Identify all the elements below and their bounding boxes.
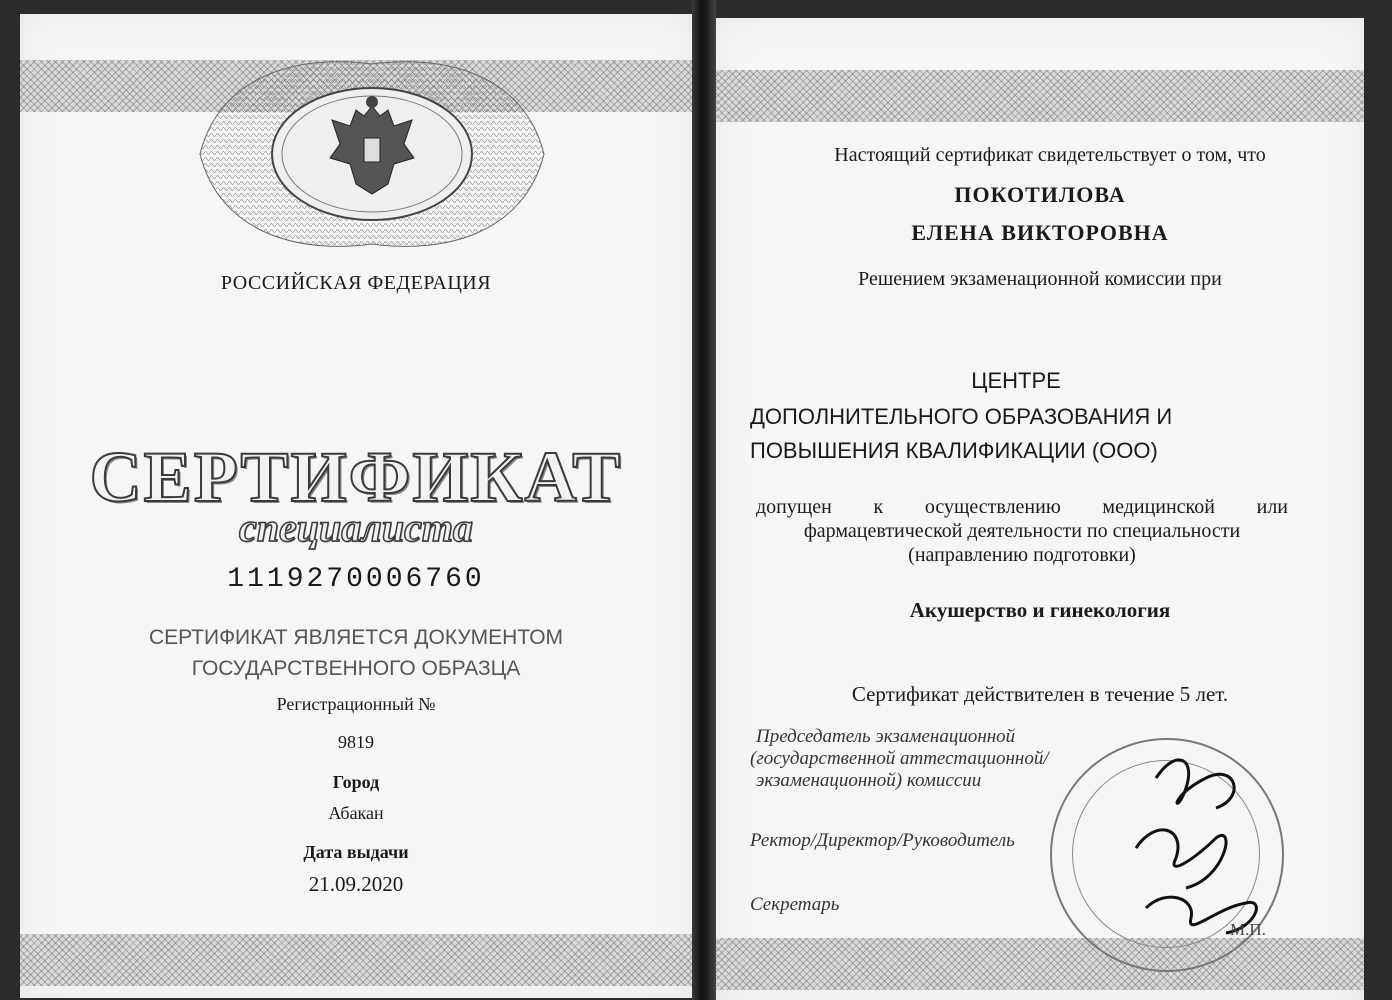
issue-date-value: 21.09.2020 bbox=[308, 872, 404, 896]
decorative-band-bottom bbox=[20, 934, 692, 986]
admission-line-1: допущен к осуществлению медицинской или bbox=[756, 496, 1288, 518]
russian-coat-of-arms-icon bbox=[180, 54, 564, 254]
city-label: Город bbox=[332, 772, 380, 792]
city-value: Абакан bbox=[328, 803, 384, 823]
certificate-number: 1119270006760 bbox=[227, 564, 485, 595]
document-statement-line-1: СЕРТИФИКАТ ЯВЛЯЕТСЯ ДОКУМЕНТОМ bbox=[148, 626, 564, 649]
specialty: Акушерство и гинекология bbox=[909, 598, 1171, 622]
signature-marks bbox=[1096, 738, 1316, 948]
issue-date-label: Дата выдачи bbox=[303, 842, 409, 862]
chair-label-line-1: Председатель экзаменационной bbox=[756, 726, 1016, 747]
holder-surname: ПОКОТИЛОВА bbox=[954, 182, 1126, 207]
validity-statement: Сертификат действителен в течение 5 лет. bbox=[851, 682, 1229, 706]
intro-text: Настоящий сертификат свидетельствует о том, что bbox=[834, 144, 1266, 166]
rector-label: Ректор/Директор/Руководитель bbox=[750, 830, 1015, 851]
secretary-label: Секретарь bbox=[750, 894, 840, 915]
organization-line-2: ДОПОЛНИТЕЛЬНОГО ОБРАЗОВАНИЯ И bbox=[750, 404, 1173, 429]
organization-line-1: ЦЕНТРЕ bbox=[971, 368, 1061, 393]
chair-label-line-3: экзаменационной) комиссии bbox=[756, 770, 982, 791]
document-spine bbox=[692, 0, 716, 1000]
chair-label-line-2: (государственной аттестационной/ bbox=[750, 748, 1049, 769]
registration-label: Регистрационный № bbox=[276, 694, 436, 714]
country-name: РОССИЙСКАЯ ФЕДЕРАЦИЯ bbox=[220, 272, 492, 294]
certificate-cover-page bbox=[20, 14, 692, 998]
admission-line-2: фармацевтической деятельности по специальности bbox=[803, 520, 1241, 542]
document-statement-line-2: ГОСУДАРСТВЕННОГО ОБРАЗЦА bbox=[191, 657, 521, 680]
decision-text: Решением экзаменационной комиссии при bbox=[858, 268, 1222, 290]
admission-line-3: (направлению подготовки) bbox=[908, 544, 1136, 566]
holder-name: ЕЛЕНА ВИКТОРОВНА bbox=[911, 220, 1169, 245]
certificate-details-page bbox=[716, 18, 1364, 1000]
stamp-place-mark: М.П. bbox=[1230, 920, 1266, 939]
certificate-subtitle: специалиста bbox=[239, 505, 473, 550]
decorative-band-top bbox=[716, 70, 1364, 122]
organization-line-3: ПОВЫШЕНИЯ КВАЛИФИКАЦИИ (ООО) bbox=[750, 438, 1158, 463]
certificate-title: СЕРТИФИКАТ bbox=[89, 437, 623, 517]
registration-value: 9819 bbox=[338, 732, 374, 752]
